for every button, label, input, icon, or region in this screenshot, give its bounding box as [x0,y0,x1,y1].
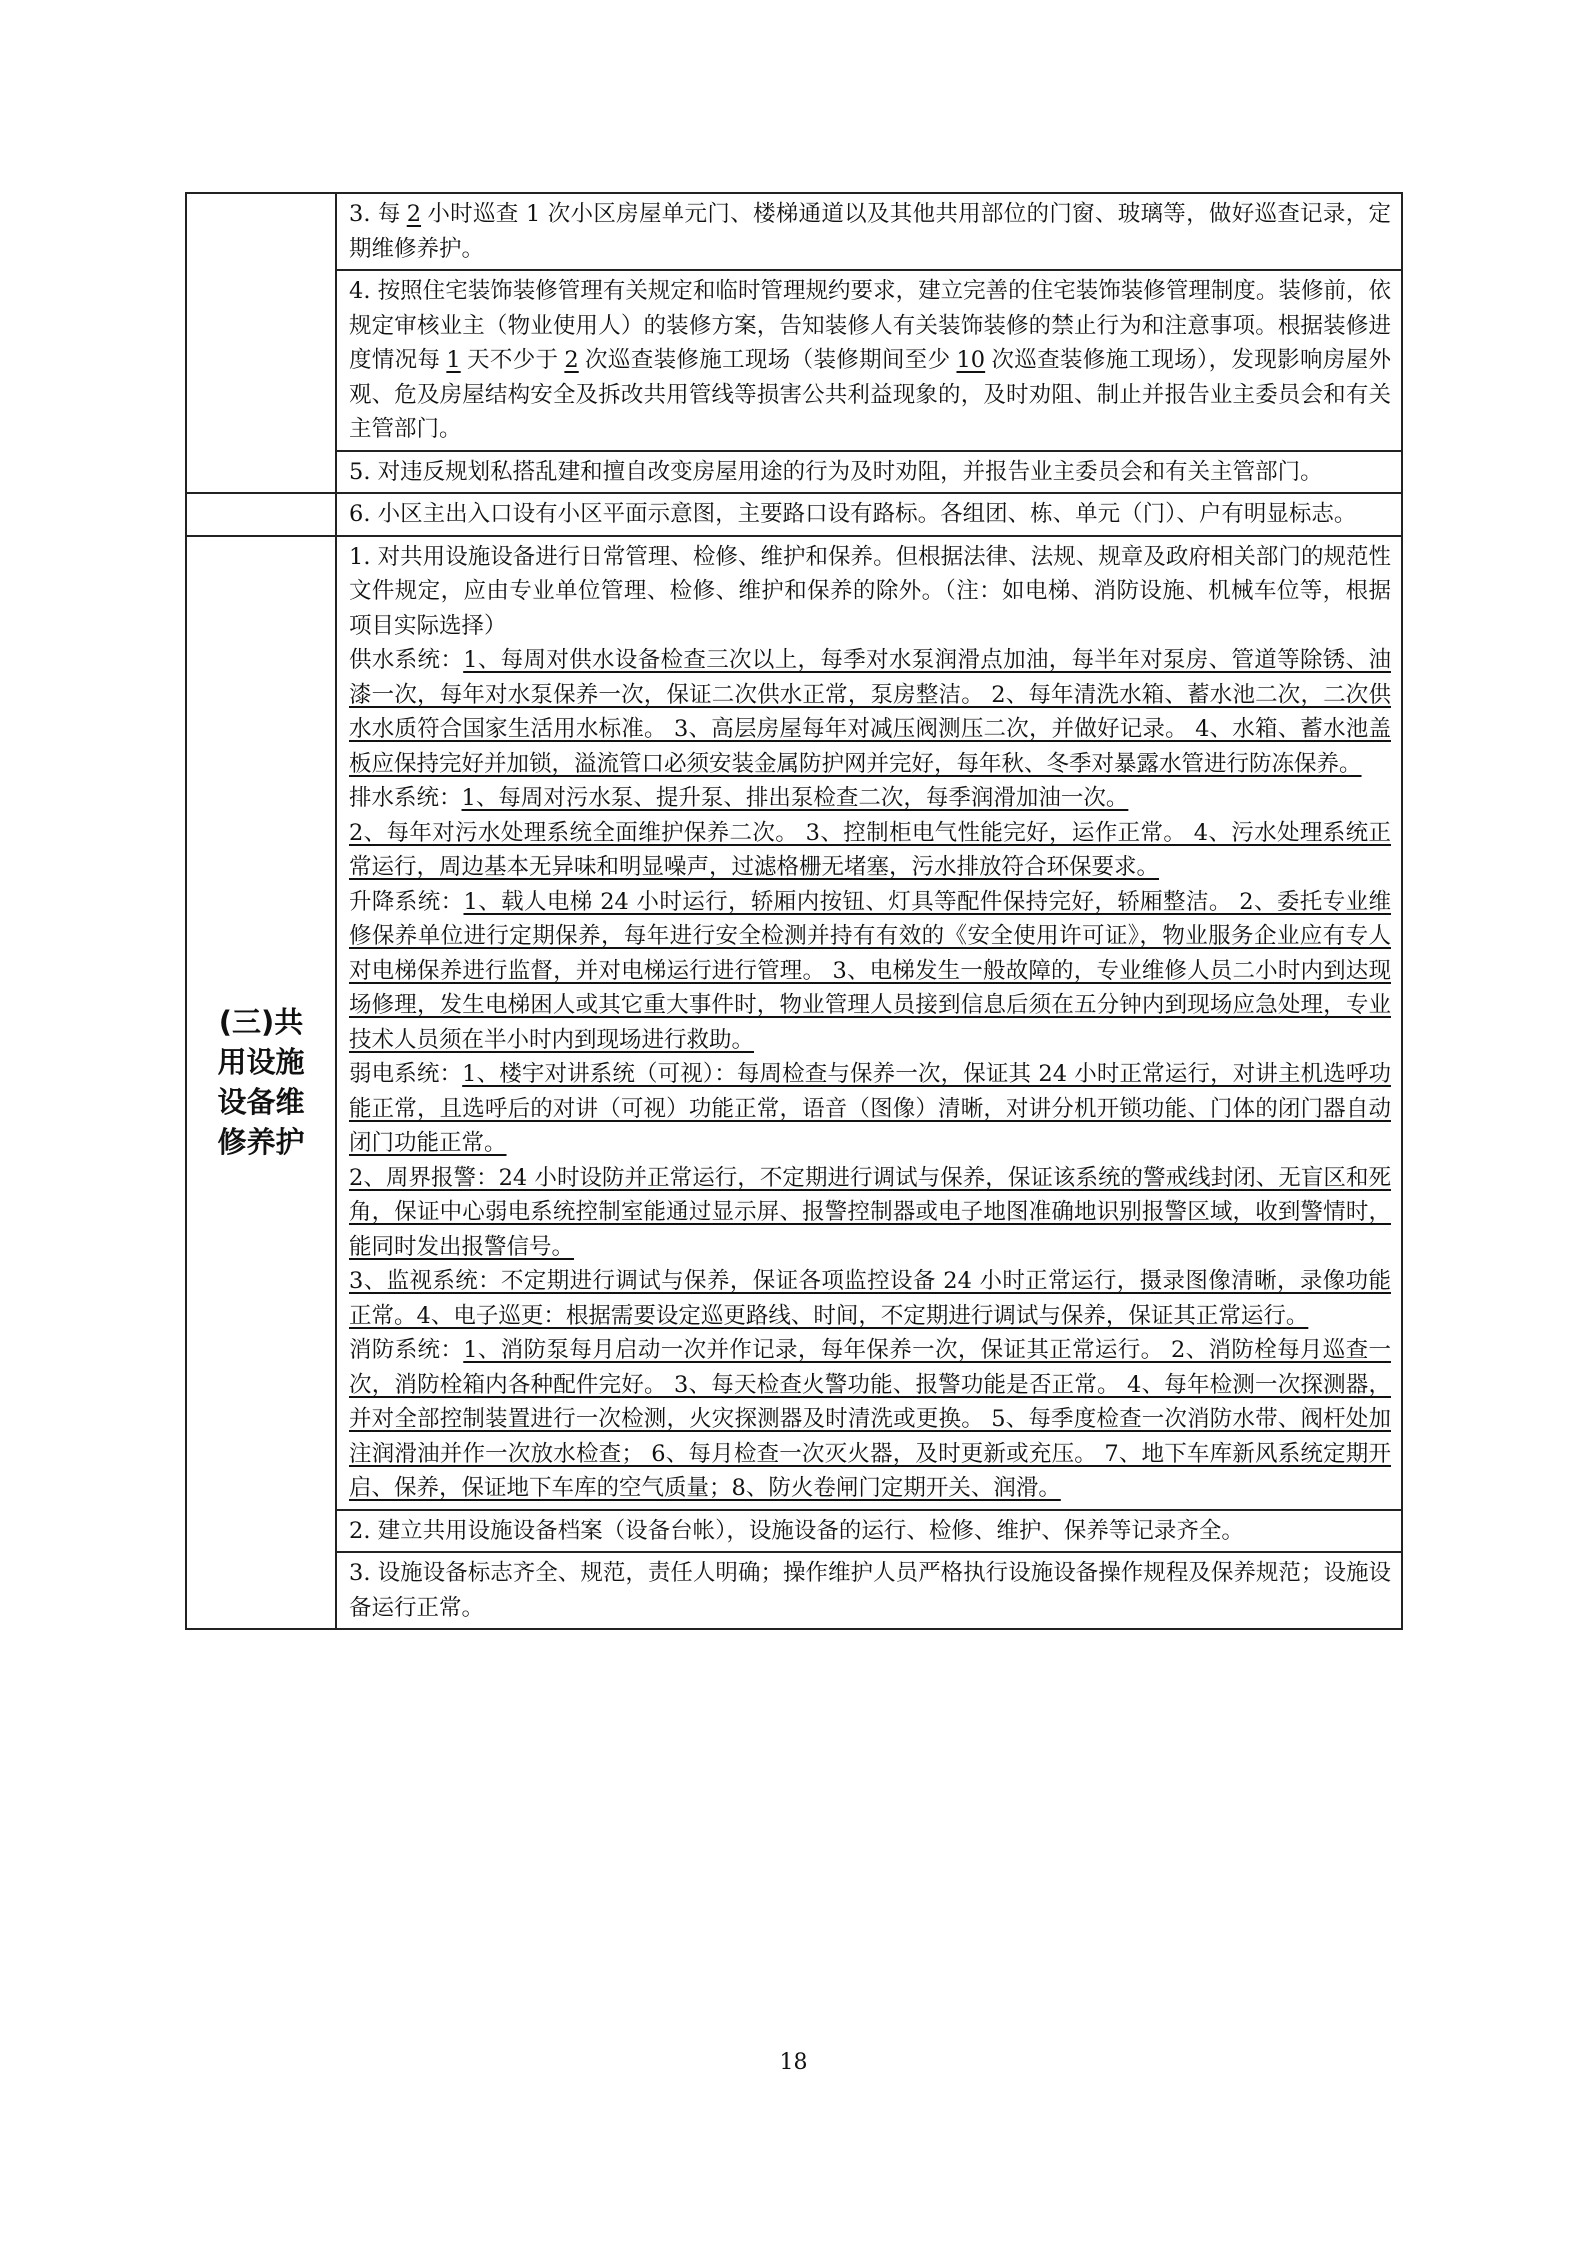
item-3-pre: 3. 每 [349,201,401,227]
table-row [186,193,1402,270]
item-4-part2: 天不少于 [466,347,559,373]
water-system-label: 供水系统： [349,647,464,673]
fire-system-label: 消防系统： [349,1337,464,1363]
water-system-text: 1、每周对供水设备检查三次以上，每季对水泵润滑点加油，每半年对泵房、管道等除锈、油漆一次，每年对水泵保养一次，保证二次供水正常，泵房整洁。 2、每年清洗水箱、蓄水池二次，二次供水水质符合国家生活用水标准。 3、高层房屋每年对减压阀测压二次，并做好记录。 4、水箱、蓄水池盖板应保持完好并加锁，溢流管口必须安装金属防护网并完好，每年秋、冬季对暴露水管进行防冻保养。 [349,647,1391,777]
fill-in-blank: 10 [956,347,986,373]
weak-current-text-2: 2、周界报警：24 小时设防并正常运行，不定期进行调试与保养，保证该系统的警戒线封闭、无盲区和死角，保证中心弱电系统控制室能通过显示屏、报警控制器或电子地图准确地识别报警区域，收到警情时，能同时发出报警信号。 [349,1164,1391,1260]
item-3b-text: 3. 设施设备标志齐全、规范，责任人明确；操作维护人员严格执行设施设备操作规程及保养规范；设施设备运行正常。 [349,1560,1391,1621]
item-4-text [337,271,1401,450]
table-cell [336,536,1402,1510]
lift-system-text: 1、载人电梯 24 小时运行，轿厢内按钮、灯具等配件保持完好，轿厢整洁。 2、委托专业维修保养单位进行定期保养，每年进行安全检测并持有有效的《安全使用许可证》，物业服务企业应有专人对电梯保养进行监督，并对电梯运行进行管理。 3、电梯发生一般故障的，专业维修人员二小时内到达现场修理，发生电梯困人或其它重大事件时，物业管理人员接到信息后须在五分钟内到现场应急处理，专业技术人员须在半小时内到现场进行救助。 [349,888,1391,1053]
item-3-text [337,194,1401,269]
table-cell [336,193,1402,270]
table-row [186,270,1402,451]
weak-current-system [349,1057,1391,1161]
item-4-part3: 次巡查装修施工现场（装修期间至少 [584,347,951,373]
item-4-part4: 次巡查装修施工现场），发现影响房屋外观、危及房屋结构安全及拆改共用管线等损害公共利益现象的，及时劝阻、制止并报告业主委员会和有关主管部门。 [349,347,1391,442]
table-row [186,451,1402,494]
table-cell [336,451,1402,494]
weak-current-text-3: 3、监视系统：不定期进行调试与保养，保证各项监控设备 24 小时正常运行，摄录图像清晰，录像功能正常。4、电子巡更：根据需要设定巡更路线、时间，不定期进行调试与保养，保证其正常运行。 [349,1268,1391,1329]
fire-system-text: 1、消防泵每月启动一次并作记录，每年保养一次，保证其正常运行。 2、消防栓每月巡查一次，消防栓箱内各种配件完好。 3、每天检查火警功能、报警功能是否正常。 4、每年检测一次探测器，并对全部控制装置进行一次检测，火灾探测器及时清洗或更换。 5、每季度检查一次消防水带、阀杆处加注润滑油并作一次放水检查； 6、每月检查一次灭火器，及时更新或充压。 7、地下车库新风系统定期开启、保养，保证地下车库的空气质量；8、防火卷闸门定期开关、润滑。 [349,1337,1391,1501]
table-cell [336,270,1402,451]
fire-system [349,1333,1391,1506]
item-2-text: 2. 建立共用设施设备档案（设备台帐），设施设备的运行、检修、维护、保养等记录齐全。 [349,1517,1244,1544]
table-row [186,493,1402,536]
table-row [186,536,1402,1510]
fill-in-blank: 2 [406,201,422,227]
weak-current-label: 弱电系统： [349,1061,463,1087]
weak-current-text: 1、楼宇对讲系统（可视）：每周检查与保养一次，保证其 24 小时正常运行，对讲主机选呼功能正常，且选呼后的对讲（可视）功能正常，语音（图像）清晰，对讲分机开锁功能、门体的闭门器自动闭门功能正常。 [349,1061,1391,1156]
section-label-cell-empty [186,193,336,493]
table-row [186,1510,1402,1553]
drain-system-text: 1、每周对污水泵、提升泵、排出泵检查二次，每季润滑加油一次。 [461,785,1129,811]
item-1-intro: 1. 对共用设施设备进行日常管理、检修、维护和保养。但根据法律、法规、规章及政府相关部门的规范性文件规定，应由专业单位管理、检修、维护和保养的除外。（注：如电梯、消防设施、机械车位等，根据项目实际选择） [349,543,1391,639]
section-label: (三)共用设施设备维修养护 [217,1005,305,1160]
table-cell [336,493,1402,536]
page-number: 18 [779,2050,808,2075]
fill-in-blank: 1 [446,347,461,373]
table-cell [336,1510,1402,1553]
drain-system-text-2: 2、每年对污水处理系统全面维护保养二次。 3、控制柜电气性能完好，运作正常。 4、污水处理系统正常运行，周边基本无异味和明显噪声，过滤格栅无堵塞，污水排放符合环保要求。 [349,819,1391,880]
section-label-cell [186,536,336,1630]
lift-system [349,885,1391,1058]
water-system [349,643,1391,781]
section-label-cell-empty [186,493,336,536]
drain-system-label: 排水系统： [349,785,462,811]
drain-system [349,781,1391,816]
item-5-text: 5. 对违反规划私搭乱建和擅自改变房屋用途的行为及时劝阻，并报告业主委员会和有关主管部门。 [349,458,1323,485]
lift-system-label: 升降系统： [349,888,464,915]
item-3-post: 小时巡查 1 次小区房屋单元门、楼梯通道以及其他共用部位的门窗、玻璃等，做好巡查记录，定期维修养护。 [349,201,1391,262]
item-6-text: 6. 小区主出入口设有小区平面示意图，主要路口设有路标。各组团、栋、单元（门）、户有明显标志。 [349,501,1357,527]
item-4-part1: 4. 按照住宅装饰装修管理有关规定和临时管理规约要求，建立完善的住宅装饰装修管理制度。装修前，依规定审核业主（物业使用人）的装修方案，告知装修人有关装饰装修的禁止行为和注意事项。根据装修进度情况每 [349,278,1391,373]
standards-table [185,192,1403,1630]
fill-in-blank: 2 [564,347,579,373]
table-row [186,1552,1402,1629]
item-1-text [337,537,1401,1509]
table-cell [336,1552,1402,1629]
